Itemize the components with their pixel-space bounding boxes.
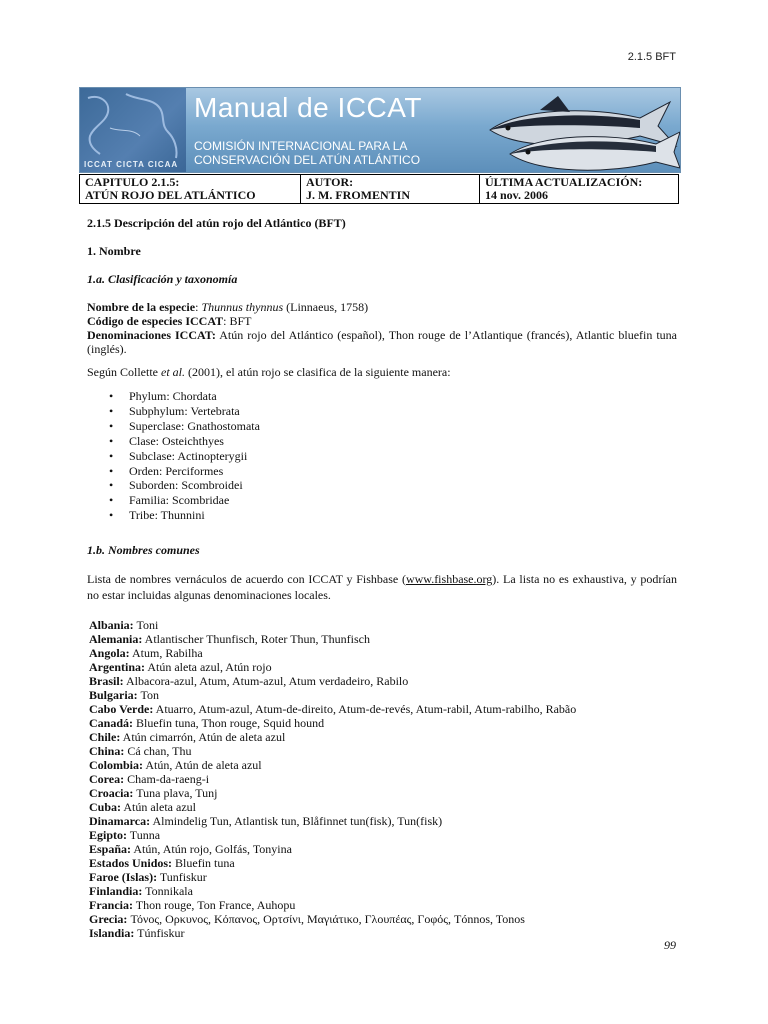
vernacular-names: Túnfiskur bbox=[134, 926, 185, 941]
denominations-line bbox=[87, 328, 677, 356]
country-name: Croacia: bbox=[89, 786, 134, 801]
list-item: • Superclase: Gnathostomata bbox=[87, 419, 677, 434]
country-name: Faroe (Islas): bbox=[89, 870, 158, 885]
country-name: Estados Unidos: bbox=[89, 856, 173, 871]
vernacular-names: Almindelig Tun, Atlantisk tun, Blåfinnet tun(fisk), Tun(fisk) bbox=[150, 814, 443, 829]
vernacular-names: Tunfiskur bbox=[157, 870, 207, 885]
list-item bbox=[89, 758, 677, 772]
code-label: Código de especies ICCAT bbox=[87, 314, 224, 328]
list-item bbox=[89, 730, 677, 744]
list-item bbox=[89, 898, 677, 912]
document-reference: 2.1.5 BFT bbox=[627, 51, 676, 63]
list-item bbox=[89, 660, 677, 674]
country-name: Finlandia: bbox=[89, 884, 143, 899]
vernacular-names: Ton bbox=[137, 688, 159, 703]
country-name: Chile: bbox=[89, 730, 121, 745]
intro-post: ). La lista no es exhaustiva, y podrían no estar incluidas algunas denominaciones locales. bbox=[87, 572, 677, 603]
list-item: • Orden: Perciformes bbox=[87, 464, 677, 479]
update-date: 14 nov. 2006 bbox=[485, 188, 549, 202]
vernacular-names: Thon rouge, Ton France, Auhopu bbox=[133, 898, 296, 913]
list-item: • Phylum: Chordata bbox=[87, 389, 677, 404]
country-name: Francia: bbox=[89, 898, 133, 913]
heading-clasificacion: 1.a. Clasificación y taxonomía bbox=[87, 272, 238, 286]
vernacular-names: Toni bbox=[133, 618, 159, 633]
vernacular-names: Tunna bbox=[127, 828, 161, 843]
list-item bbox=[89, 674, 677, 688]
country-name: Egipto: bbox=[89, 828, 128, 843]
vernacular-names: Atum, Rabilha bbox=[129, 646, 203, 661]
country-name: Brasil: bbox=[89, 674, 124, 689]
denominations-label: Denominaciones ICCAT: bbox=[87, 328, 216, 342]
tuna-illustration bbox=[480, 88, 680, 172]
update-label: ÚLTIMA ACTUALIZACIÓN: bbox=[485, 175, 643, 189]
code-line bbox=[87, 314, 677, 328]
list-item bbox=[89, 912, 677, 926]
country-name: Cabo Verde: bbox=[89, 702, 154, 717]
list-item bbox=[89, 828, 677, 842]
country-name: Grecia: bbox=[89, 912, 128, 927]
chapter-label: CAPITULO 2.1.5: bbox=[85, 175, 180, 189]
document-body bbox=[87, 216, 677, 940]
list-item: • Clase: Osteichthyes bbox=[87, 434, 677, 449]
list-item bbox=[89, 842, 677, 856]
chapter-cell bbox=[80, 175, 301, 204]
list-item bbox=[89, 926, 677, 940]
chapter-info-table bbox=[79, 174, 679, 204]
chapter-title: ATÚN ROJO DEL ATLÁNTICO bbox=[85, 188, 256, 202]
list-item bbox=[89, 716, 677, 730]
vernacular-names: Cham-da-raeng-i bbox=[124, 772, 210, 787]
list-item: • Suborden: Scombroidei bbox=[87, 478, 677, 493]
species-line: Nombre de la especie: Thunnus thynnus (Linnaeus, 1758) bbox=[87, 300, 369, 314]
vernacular-names: Albacora-azul, Atum, Atum-azul, Atum verdadeiro, Rabilo bbox=[123, 674, 409, 689]
list-item bbox=[89, 646, 677, 660]
page-number: 99 bbox=[664, 938, 676, 952]
country-name: Alemania: bbox=[89, 632, 143, 647]
vernacular-names: Atún aleta azul bbox=[121, 800, 196, 815]
country-name: Albania: bbox=[89, 618, 134, 633]
list-item bbox=[89, 702, 677, 716]
banner-subtitle-line-1: COMISIÓN INTERNACIONAL PARA LA bbox=[194, 139, 408, 153]
taxonomy-list bbox=[87, 389, 677, 523]
species-scientific-name: Thunnus thynnus bbox=[201, 300, 284, 314]
country-name: Islandia: bbox=[89, 926, 135, 941]
list-item: • Subphylum: Vertebrata bbox=[87, 404, 677, 419]
author-label: AUTOR: bbox=[306, 175, 354, 189]
list-item bbox=[89, 744, 677, 758]
vernacular-names: Atuarro, Atum-azul, Atum-de-direito, Atum-de-revés, Atum-rabil, Atum-rabilho, Rabão bbox=[153, 702, 577, 717]
vernacular-names: Atlantischer Thunfisch, Roter Thun, Thunfisch bbox=[142, 632, 370, 647]
list-item bbox=[89, 688, 677, 702]
banner-subtitle-line-2: CONSERVACIÓN DEL ATÚN ATLÁNTICO bbox=[194, 153, 421, 167]
iccat-logos: ICCAT CICTA CICAA bbox=[84, 160, 179, 169]
fishbase-link[interactable]: www.fishbase.org bbox=[405, 572, 493, 587]
country-name: Canadá: bbox=[89, 716, 134, 731]
list-item: • Tribe: Thunnini bbox=[87, 508, 677, 523]
intro-pre: Lista de nombres vernáculos de acuerdo con ICCAT y Fishbase ( bbox=[87, 572, 406, 587]
common-names-intro bbox=[87, 571, 677, 603]
vernacular-names: Atún, Atún rojo, Golfás, Tonyina bbox=[131, 842, 292, 857]
banner-title: Manual de ICCAT bbox=[194, 92, 422, 123]
list-item: • Familia: Scombridae bbox=[87, 493, 677, 508]
collette-pre: Según Collette bbox=[87, 365, 161, 379]
list-item bbox=[89, 772, 677, 786]
species-author: (Linnaeus, 1758) bbox=[286, 300, 369, 314]
country-name: Bulgaria: bbox=[89, 688, 138, 703]
country-name: Angola: bbox=[89, 646, 130, 661]
author-cell bbox=[301, 175, 480, 204]
collette-line bbox=[87, 365, 677, 379]
vernacular-names: Tuna plava, Tunj bbox=[133, 786, 218, 801]
list-item bbox=[89, 870, 677, 884]
list-item bbox=[89, 800, 677, 814]
list-item bbox=[89, 814, 677, 828]
collette-post: (2001), el atún rojo se clasifica de la siguiente manera: bbox=[185, 365, 451, 379]
country-name: Cuba: bbox=[89, 800, 122, 815]
species-label: Nombre de la especie bbox=[87, 300, 196, 314]
list-item bbox=[89, 884, 677, 898]
vernacular-names: Bluefin tuna, Thon rouge, Squid hound bbox=[133, 716, 325, 731]
section-title: 2.1.5 Descripción del atún rojo del Atlántico (BFT) bbox=[87, 216, 346, 230]
heading-nombre: 1. Nombre bbox=[87, 244, 141, 258]
atlantic-map-image bbox=[80, 88, 186, 172]
vernacular-names: Atún aleta azul, Atún rojo bbox=[145, 660, 272, 675]
list-item bbox=[89, 618, 677, 632]
vernacular-names: Tonnikala bbox=[142, 884, 193, 899]
collette-etal: et al. bbox=[161, 365, 185, 379]
denominations-value: Atún rojo del Atlántico (español), Thon rouge de l’Atlantique (francés), Atlantic bluefin tuna (inglés). bbox=[87, 328, 678, 356]
list-item: • Subclase: Actinopterygii bbox=[87, 449, 677, 464]
author-name: J. M. FROMENTIN bbox=[306, 188, 410, 202]
vernacular-names: Bluefin tuna bbox=[172, 856, 235, 871]
country-name: Corea: bbox=[89, 772, 125, 787]
update-cell bbox=[480, 175, 679, 204]
vernacular-names: Atún, Atún de aleta azul bbox=[143, 758, 262, 773]
code-value: : BFT bbox=[223, 314, 252, 328]
iccat-manual-banner bbox=[79, 87, 681, 173]
vernacular-names: Atún cimarrón, Atún de aleta azul bbox=[120, 730, 286, 745]
common-names-list bbox=[87, 618, 677, 940]
list-item bbox=[89, 856, 677, 870]
list-item bbox=[89, 632, 677, 646]
country-name: China: bbox=[89, 744, 125, 759]
vernacular-names: Cá chan, Thu bbox=[124, 744, 192, 759]
country-name: Dinamarca: bbox=[89, 814, 151, 829]
heading-nombres-comunes: 1.b. Nombres comunes bbox=[87, 543, 200, 558]
country-name: Argentina: bbox=[89, 660, 145, 675]
banner-subtitle bbox=[194, 139, 420, 167]
list-item bbox=[89, 786, 677, 800]
vernacular-names: Τόνος, Ορκυνος, Κόπανος, Ορτσίνι, Μαγιάτικο, Γλουπέας, Γοφός, Tónnos, Tonos bbox=[127, 912, 525, 927]
country-name: Colombia: bbox=[89, 758, 143, 773]
country-name: España: bbox=[89, 842, 132, 857]
